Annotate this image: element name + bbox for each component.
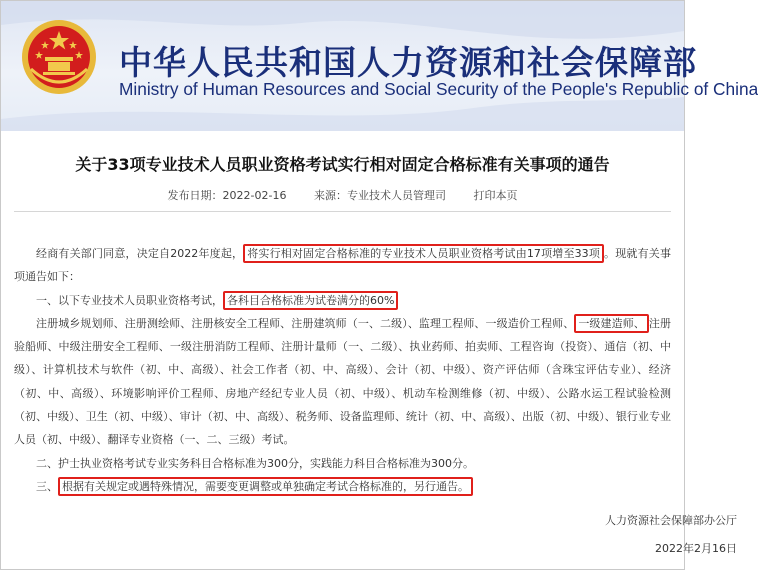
item-3-number: 三、 — [36, 479, 58, 493]
paragraph-intro — [14, 242, 671, 289]
article-title: 关于33项专业技术人员职业资格考试实行相对固定合格标准有关事项的通告 — [75, 155, 610, 174]
print-page-link[interactable]: 打印本页 — [473, 189, 518, 202]
signature-date: 2022年2月16日 — [655, 542, 737, 555]
ministry-chinese-name: 中华人民共和国人力资源和社会保障部 — [119, 43, 697, 82]
paragraph-item-1 — [14, 289, 671, 312]
highlight-box-exam-count: 将实行相对固定合格标准的专业技术人员职业资格考试由17项增至33项 — [243, 244, 604, 263]
intro-text-end: 。现就有关事项通告如下： — [14, 247, 671, 284]
header-banner — [1, 1, 758, 131]
highlight-box-special-cases: 根据有关规定或遇特殊情况，需要变更调整或单独确定考试合格标准的，另行通告。 — [58, 477, 473, 496]
highlight-box-pass-standard: 各科目合格标准为试卷满分的60% — [223, 291, 398, 310]
signature-office: 人力资源社会保障部办公厅 — [605, 514, 737, 527]
item-1-text: 一、以下专业技术人员职业资格考试， — [36, 293, 223, 307]
meta-divider — [14, 211, 671, 212]
intro-text-start: 经商有关部门同意，决定自2022年度起， — [36, 247, 244, 260]
article-source: 来源：专业技术人员管理司 — [313, 189, 446, 202]
national-emblem-icon — [19, 17, 99, 97]
paragraph-exam-list — [14, 312, 671, 452]
article-meta — [0, 187, 685, 203]
highlight-box-constructor: 一级建造师、 — [574, 314, 649, 333]
article-body — [14, 242, 671, 498]
publish-date: 发布日期：2022-02-16 — [167, 189, 287, 202]
paragraph-item-2: 二、护士执业资格考试专业实务科目合格标准为300分，实践能力科目合格标准为300分。 — [36, 456, 474, 470]
exam-list-rest: 注册验船师、中级注册安全工程师、一级注册消防工程师、注册计量师（一、二级）、执业药师、拍卖师、工程咨询（投资）、通信（初、中级）、计算机技术与软件（初、中、高级）、社会工作者（初、中、高级）、会计（初、中级）、资产评估师（含珠宝评估专业）、经济（初、中、高级）、环境影响评价工程师、房地产经纪专业人员（初、中级）、机动车检测维修（初、中级）、公路水运工程试验检测（初、中级）、卫生（初、中级）、审计（初、中、高级）、税务师、设备监理师、统计（初、中、高级）、出版（初、中级）、银行业专业人员（初、中级）、翻译专业资格（一、二、三级）考试。 — [14, 316, 672, 447]
ministry-english-name: Ministry of Human Resources and Social Security of the People's Republic of China — [119, 79, 758, 99]
paragraph-item-3 — [14, 475, 671, 498]
exam-list-start: 注册城乡规划师、注册测绘师、注册核安全工程师、注册建筑师（一、二级）、监理工程师、一级造价工程师、 — [36, 316, 575, 330]
